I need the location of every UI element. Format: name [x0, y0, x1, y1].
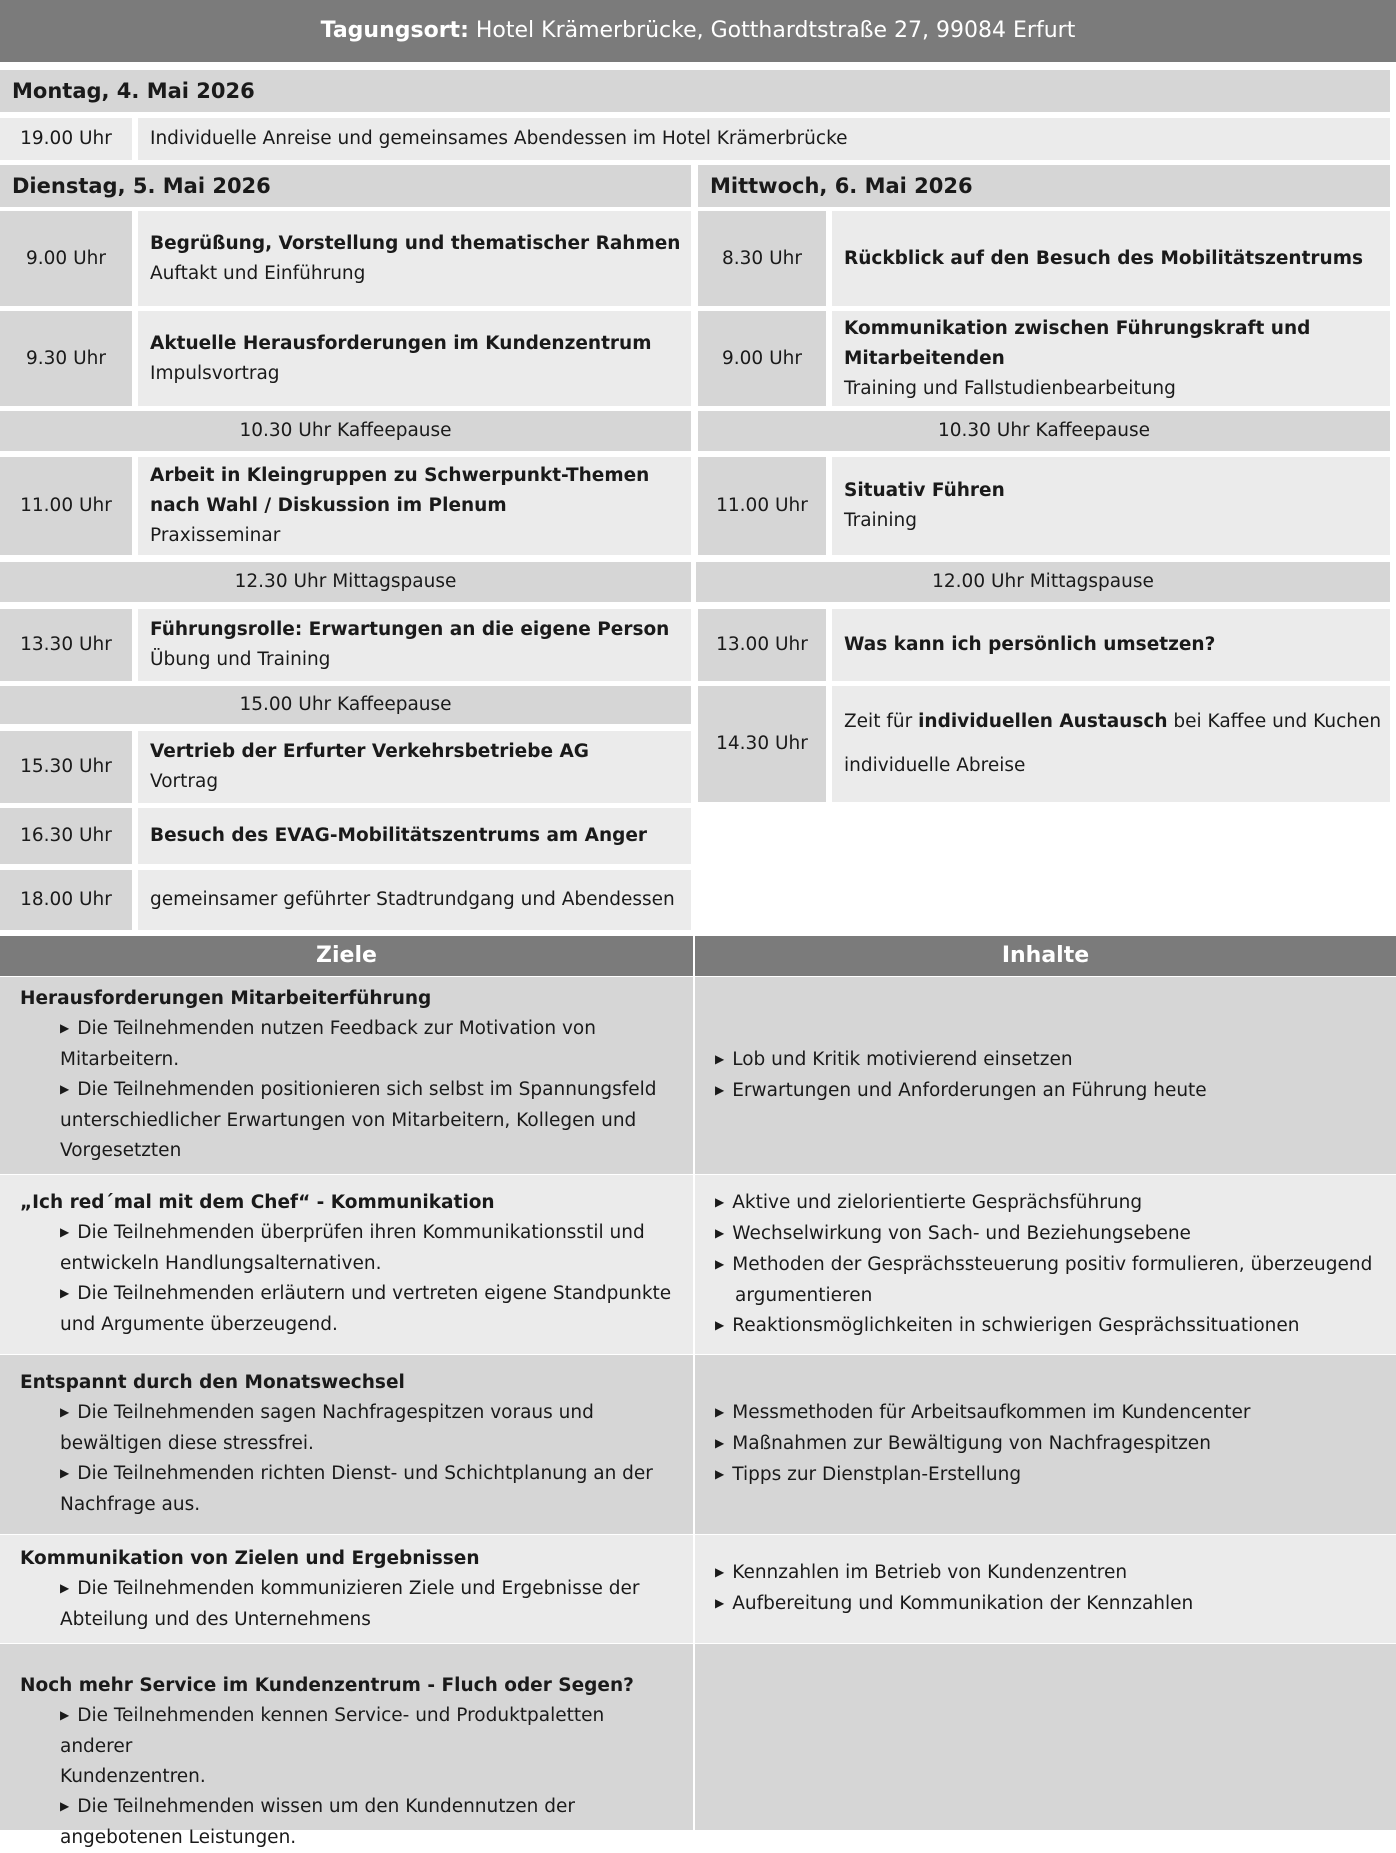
- venue-text: Hotel Krämerbrücke, Gotthardtstraße 27, 99084 Erfurt: [468, 18, 1076, 43]
- goal-row-4: [0, 1535, 693, 1643]
- goal-item-cont: und Argumente überzeugend.: [60, 1314, 338, 1335]
- tuesday-lunch-break: 12.30 Uhr Mittagspause: [0, 562, 691, 602]
- tuesday-coffee-break-1: 10.30 Uhr Kaffeepause: [0, 411, 691, 451]
- session-title-cont: nach Wahl / Diskussion im Plenum: [150, 495, 507, 516]
- goal-item-cont: unterschiedlicher Erwartungen von Mitarbeitern, Kollegen und: [60, 1110, 637, 1131]
- contents-header-label: Inhalte: [1001, 943, 1090, 968]
- session-subtitle: Übung und Training: [150, 649, 331, 670]
- goal-item-cont: Vorgesetzten: [60, 1140, 182, 1161]
- contents-header: [695, 936, 1396, 976]
- venue-label: Tagungsort:: [320, 18, 469, 43]
- goal-item: ▶ Die Teilnehmenden positionieren sich selbst im Spannungsfeld: [20, 1075, 673, 1106]
- tuesday-time-3: 11.00 Uhr: [0, 457, 132, 555]
- session-title: Arbeit in Kleingruppen zu Schwerpunkt-Themen: [150, 465, 650, 486]
- session-subtitle: Training: [844, 510, 917, 531]
- content-row-3: [695, 1355, 1396, 1534]
- wednesday-session-4: [832, 609, 1390, 681]
- session-title: Rückblick auf den Besuch des Mobilitätszentrums: [844, 247, 1363, 269]
- goal-item: ▶ Die Teilnehmenden überprüfen ihren Kommunikationsstil und: [20, 1218, 673, 1249]
- session-title: Aktuelle Herausforderungen im Kundenzentrum: [150, 332, 652, 354]
- venue-header: [0, 0, 1396, 62]
- goal-title: „Ich red´mal mit dem Chef“ - Kommunikation: [20, 1192, 495, 1213]
- content-item: ▶ Maßnahmen zur Bewältigung von Nachfragespitzen: [715, 1429, 1380, 1460]
- session-title: Was kann ich persönlich umsetzen?: [844, 634, 1216, 655]
- goal-title: Noch mehr Service im Kundenzentrum - Fluch oder Segen?: [20, 1675, 634, 1696]
- content-row-1: [695, 977, 1396, 1174]
- goals-header: [0, 936, 693, 976]
- session-text-pre: Zeit für: [844, 711, 919, 732]
- session-text-bold: individuellen Austausch: [918, 711, 1168, 732]
- monday-header: Montag, 4. Mai 2026: [0, 70, 1390, 112]
- session-title: Führungsrolle: Erwartungen an die eigene Person: [150, 619, 670, 640]
- wednesday-lunch-break: 12.00 Uhr Mittagspause: [696, 562, 1390, 602]
- goal-item: ▶ Die Teilnehmenden erläutern und vertreten eigene Standpunkte: [20, 1279, 673, 1310]
- content-row-4: [695, 1535, 1396, 1643]
- wednesday-coffee-break: 10.30 Uhr Kaffeepause: [698, 411, 1390, 451]
- goal-item: ▶ Die Teilnehmenden sagen Nachfragespitzen voraus und: [20, 1398, 673, 1429]
- content-row-5: [695, 1644, 1396, 1830]
- tuesday-session-6: [138, 808, 691, 864]
- content-item: ▶ Erwartungen und Anforderungen an Führung heute: [715, 1076, 1380, 1107]
- goal-row-5: [0, 1644, 693, 1848]
- session-subtitle: Training und Fallstudienbearbeitung: [844, 377, 1176, 399]
- session-subtitle: Impulsvortrag: [150, 362, 280, 384]
- goal-item-cont: bewältigen diese stressfrei.: [60, 1433, 314, 1454]
- session-title: Begrüßung, Vorstellung und thematischer Rahmen: [150, 232, 681, 254]
- wednesday-session-1: [832, 211, 1390, 306]
- goals-header-label: Ziele: [316, 943, 377, 968]
- goal-row-2: [0, 1175, 693, 1354]
- session-title: Besuch des EVAG-Mobilitätszentrums am Anger: [150, 825, 648, 846]
- wednesday-session-3: [832, 457, 1390, 555]
- wednesday-session-2: [832, 311, 1390, 406]
- session-text: gemeinsamer geführter Stadtrundgang und Abendessen: [150, 889, 675, 910]
- goal-title: Entspannt durch den Monatswechsel: [20, 1372, 405, 1393]
- wednesday-time-2: 9.00 Uhr: [698, 311, 826, 406]
- wednesday-time-4: 13.00 Uhr: [698, 609, 826, 681]
- content-item: ▶ Wechselwirkung von Sach- und Beziehungsebene: [715, 1219, 1380, 1250]
- content-item: ▶ Reaktionsmöglichkeiten in schwierigen Gesprächssituationen: [715, 1311, 1380, 1342]
- goal-item: ▶ Die Teilnehmenden kennen Service- und Produktpaletten anderer: [20, 1701, 673, 1762]
- goal-item-cont: Nachfrage aus.: [60, 1494, 201, 1515]
- goal-item-cont: angebotenen Leistungen.: [60, 1827, 297, 1848]
- goal-row-3: [0, 1355, 693, 1534]
- tuesday-session-4: [138, 609, 691, 681]
- goal-item: ▶ Die Teilnehmenden wissen um den Kundennutzen der: [20, 1792, 673, 1823]
- session-title: Situativ Führen: [844, 480, 1005, 501]
- content-item: ▶ Methoden der Gesprächssteuerung positiv formulieren, überzeugend argumentieren: [715, 1250, 1380, 1311]
- tuesday-session-2: [138, 311, 691, 406]
- goal-item-cont: entwickeln Handlungsalternativen.: [60, 1253, 382, 1274]
- goal-title: Kommunikation von Zielen und Ergebnissen: [20, 1548, 480, 1569]
- wednesday-header: Mittwoch, 6. Mai 2026: [698, 165, 1390, 207]
- content-item: ▶ Lob und Kritik motivierend einsetzen: [715, 1045, 1380, 1076]
- session-text-post: bei Kaffee und Kuchen: [1167, 711, 1382, 732]
- tuesday-session-1: [138, 211, 691, 306]
- tuesday-time-2: 9.30 Uhr: [0, 311, 132, 406]
- goal-item: ▶ Die Teilnehmenden nutzen Feedback zur Motivation von: [20, 1014, 673, 1045]
- session-title: Vertrieb der Erfurter Verkehrsbetriebe AG: [150, 741, 589, 762]
- goal-item-cont: Kundenzentren.: [60, 1766, 206, 1787]
- content-item: ▶ Aufbereitung und Kommunikation der Kennzahlen: [715, 1589, 1380, 1620]
- session-title-cont: Mitarbeitenden: [844, 347, 1005, 369]
- wednesday-time-3: 11.00 Uhr: [698, 457, 826, 555]
- monday-event: Individuelle Anreise und gemeinsames Abendessen im Hotel Krämerbrücke: [138, 118, 1390, 160]
- content-row-2: [695, 1175, 1396, 1354]
- content-item: ▶ Kennzahlen im Betrieb von Kundenzentren: [715, 1558, 1380, 1589]
- tuesday-header: Dienstag, 5. Mai 2026: [0, 165, 691, 207]
- tuesday-time-7: 18.00 Uhr: [0, 870, 132, 930]
- monday-time: 19.00 Uhr: [0, 118, 132, 160]
- tuesday-coffee-break-2: 15.00 Uhr Kaffeepause: [0, 686, 691, 724]
- content-item: ▶ Messmethoden für Arbeitsaufkommen im Kundencenter: [715, 1398, 1380, 1429]
- goal-row-1: [0, 977, 693, 1174]
- content-item: ▶ Tipps zur Dienstplan-Erstellung: [715, 1460, 1380, 1491]
- wednesday-time-1: 8.30 Uhr: [698, 211, 826, 306]
- session-title: Kommunikation zwischen Führungskraft und: [844, 317, 1311, 339]
- session-line-2: individuelle Abreise: [844, 755, 1026, 776]
- wednesday-time-5: 14.30 Uhr: [698, 686, 826, 802]
- goal-item: ▶ Die Teilnehmenden kommunizieren Ziele und Ergebnisse der: [20, 1574, 673, 1605]
- tuesday-session-7: [138, 870, 691, 930]
- content-item: ▶ Aktive und zielorientierte Gesprächsführung: [715, 1188, 1380, 1219]
- goal-item: ▶ Die Teilnehmenden richten Dienst- und Schichtplanung an der: [20, 1459, 673, 1490]
- session-subtitle: Vortrag: [150, 771, 219, 792]
- session-subtitle: Auftakt und Einführung: [150, 262, 366, 284]
- tuesday-time-5: 15.30 Uhr: [0, 731, 132, 803]
- tuesday-time-6: 16.30 Uhr: [0, 808, 132, 864]
- session-subtitle: Praxisseminar: [150, 525, 281, 546]
- goal-item-cont: Abteilung und des Unternehmens: [60, 1609, 371, 1630]
- goal-item-cont: Mitarbeitern.: [60, 1049, 180, 1070]
- tuesday-time-1: 9.00 Uhr: [0, 211, 132, 306]
- goal-title: Herausforderungen Mitarbeiterführung: [20, 988, 432, 1009]
- tuesday-session-3: [138, 457, 691, 555]
- session-line-1: [844, 700, 1390, 744]
- tuesday-time-4: 13.30 Uhr: [0, 609, 132, 681]
- tuesday-session-5: [138, 731, 691, 803]
- wednesday-session-5: [832, 686, 1390, 802]
